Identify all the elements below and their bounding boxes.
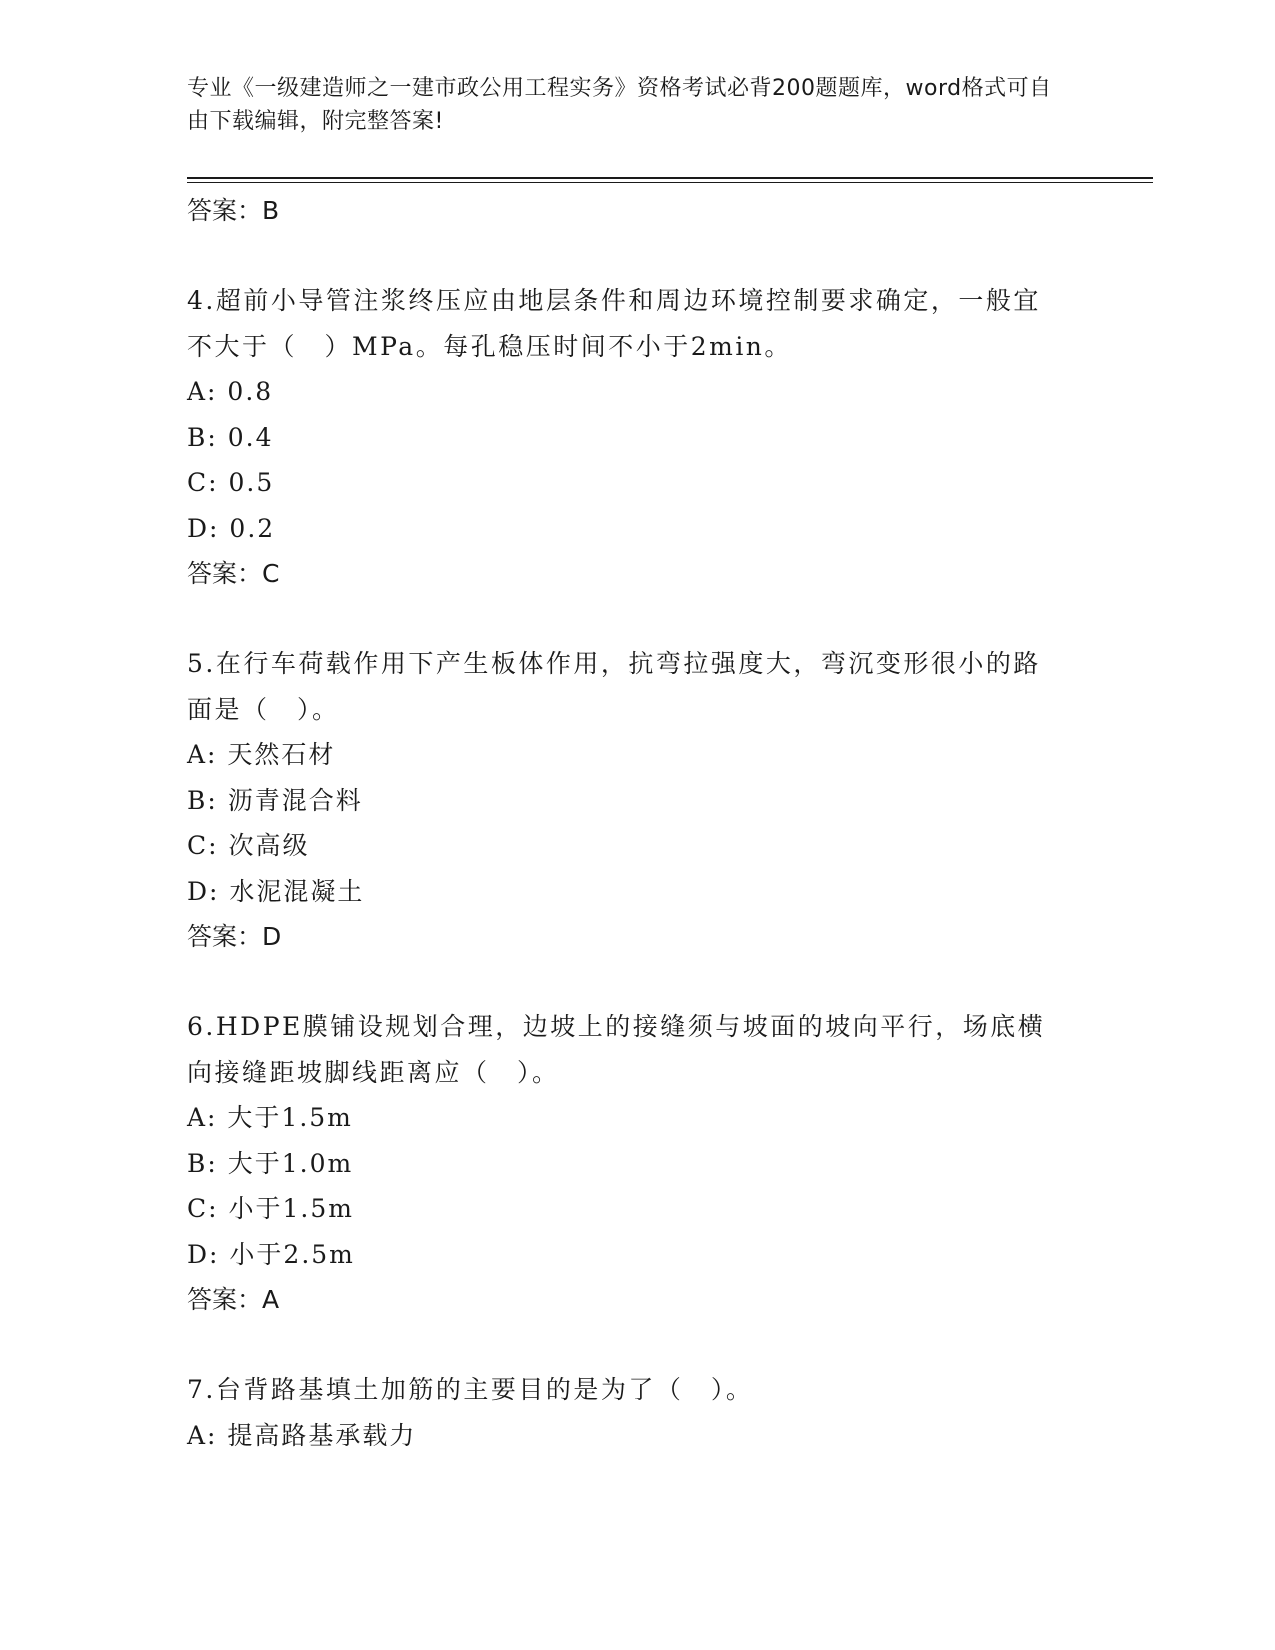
- option-d: D: 0.2: [187, 513, 276, 543]
- option-b: B: 0.4: [187, 422, 274, 452]
- option-d: D: 小于2.5m: [187, 1239, 355, 1269]
- option-c: C: 次高级: [187, 831, 310, 860]
- question-list: [187, 188, 1067, 1458]
- option-c: C: 小于1.5m: [187, 1194, 354, 1223]
- question-answer: 答案：A: [187, 1285, 280, 1314]
- question-answer: 答案：C: [187, 559, 280, 588]
- option-b: B: 沥青混合料: [187, 785, 363, 815]
- question-item: [187, 1004, 1067, 1322]
- page-header: [187, 72, 1067, 138]
- option-a: A: 大于1.5m: [187, 1103, 353, 1132]
- question-stem: 5.在行车荷载作用下产生板体作用，抗弯拉强度大，弯沉变形很小的路面是（ ）。: [187, 649, 1041, 724]
- option-c: C: 0.5: [187, 468, 275, 497]
- question-stem: 4.超前小导管注浆终压应由地层条件和周边环境控制要求确定，一般宜不大于（ ）MPa。每孔稳压时间不小于2min。: [187, 286, 1041, 361]
- option-b: B: 大于1.0m: [187, 1148, 354, 1178]
- option-d: D: 水泥混凝土: [187, 876, 365, 906]
- question-answer: 答案：D: [187, 922, 282, 951]
- header-text: 专业《一级建造师之一建市政公用工程实务》资格考试必背200题题库，word格式可自由下载编辑，附完整答案!: [187, 76, 1052, 134]
- question-stem: 6.HDPE膜铺设规划合理，边坡上的接缝须与坡面的坡向平行，场底横向接缝距坡脚线距离应（ ）。: [187, 1012, 1046, 1087]
- option-a: A: 提高路基承载力: [187, 1420, 417, 1450]
- previous-answer: 答案：B: [187, 196, 280, 225]
- option-a: A: 0.8: [187, 377, 274, 406]
- header-divider-thin: [187, 182, 1153, 183]
- question-item: [187, 278, 1067, 596]
- question-stem: 7.台背路基填土加筋的主要目的是为了（ ）。: [187, 1375, 754, 1404]
- question-item: [187, 641, 1067, 959]
- question-item: [187, 1367, 1067, 1458]
- option-a: A: 天然石材: [187, 740, 336, 769]
- header-divider: [187, 177, 1153, 179]
